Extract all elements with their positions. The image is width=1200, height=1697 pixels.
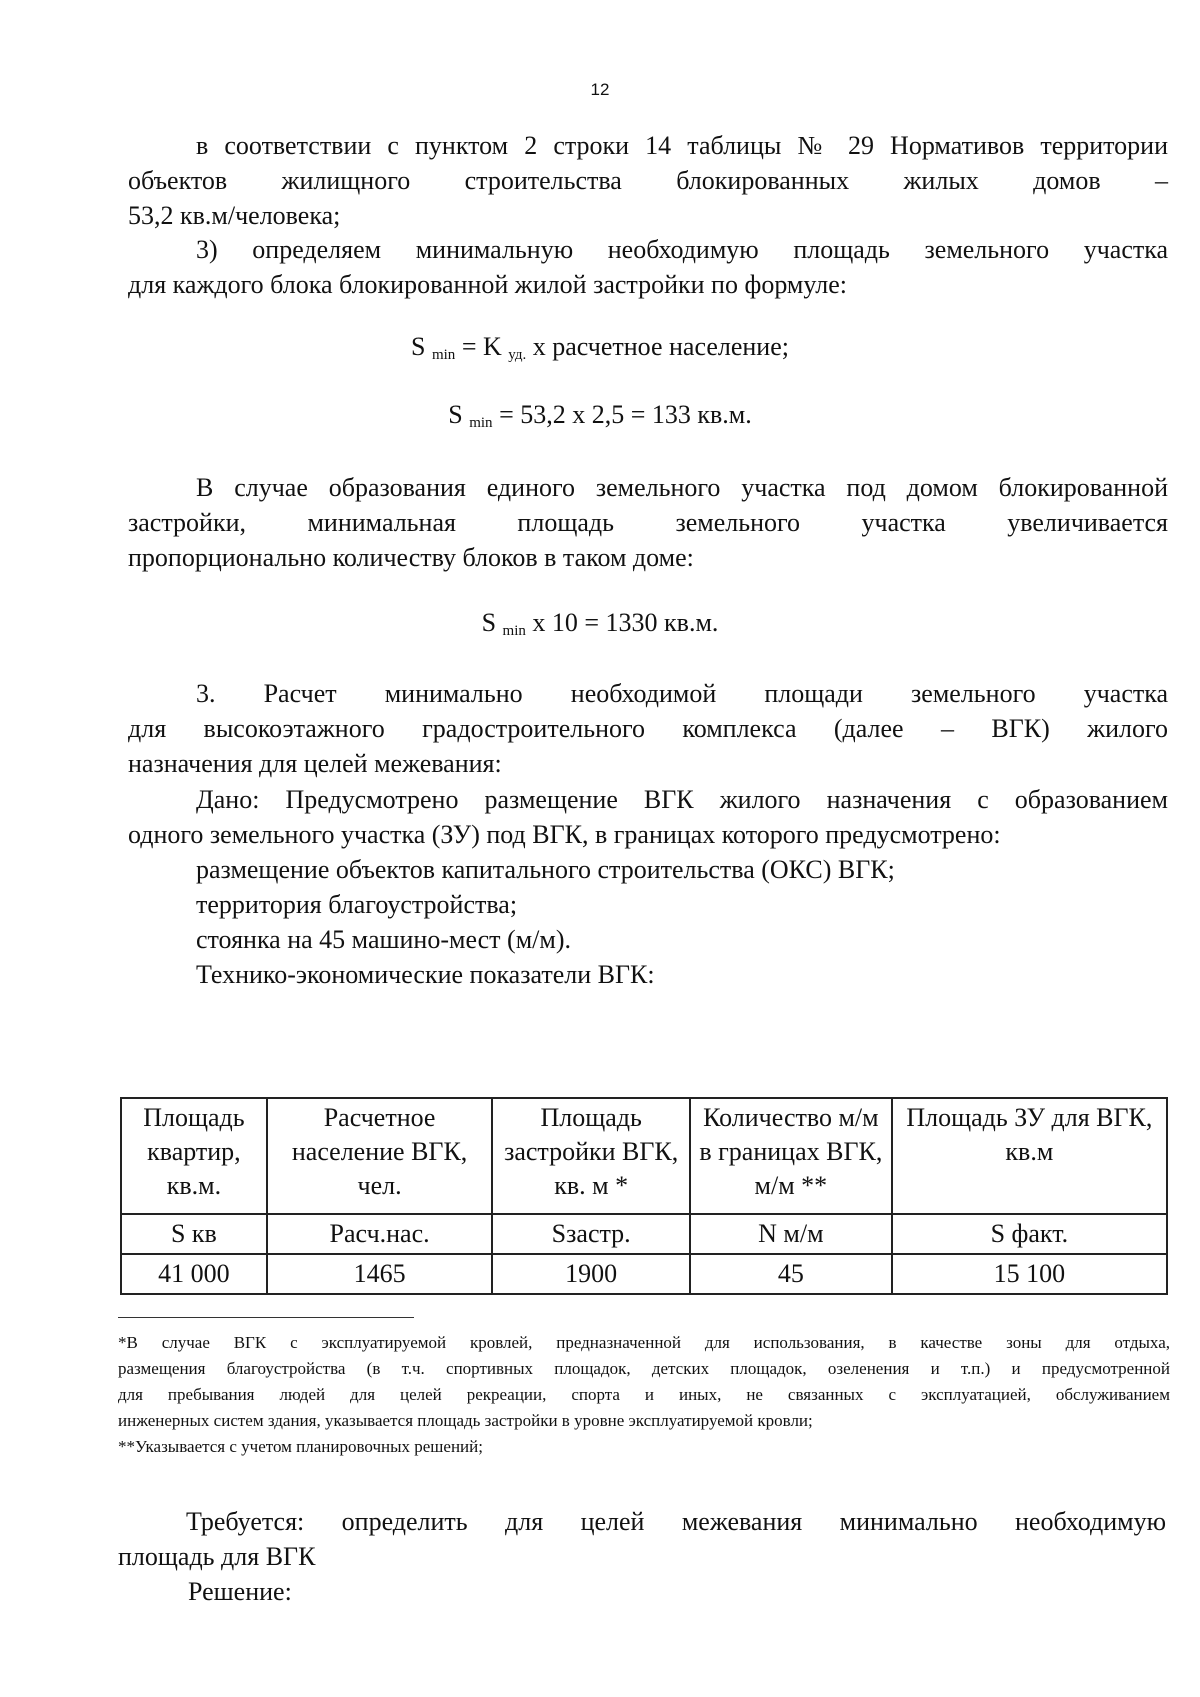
paragraph-required [118, 1504, 1166, 1574]
text-line: пропорционально количеству блоков в таком доме: [128, 543, 694, 572]
table-row [121, 1214, 1167, 1254]
indicators-table [120, 1097, 1168, 1295]
page-number: 12 [590, 80, 610, 99]
paragraph-given [128, 782, 1168, 992]
footnote-2 [118, 1434, 1170, 1460]
table-cell: 45 [690, 1254, 892, 1294]
footnote-1 [118, 1330, 1170, 1434]
table-cell: 15 100 [892, 1254, 1167, 1294]
paragraph-single-plot [128, 470, 1168, 575]
text-line: застройки, минимальная площадь земельного участка увеличивается [128, 508, 1168, 537]
table-cell: Расч.нас. [267, 1214, 493, 1254]
list-item: стоянка на 45 машино-мест (м/м). [196, 925, 571, 954]
text-line: в соответствии с пунктом 2 строки 14 таблицы № 29 Нормативов территории [196, 131, 1168, 160]
table-cell: S факт. [892, 1214, 1167, 1254]
footnote-line: *В случае ВГК с эксплуатируемой кровлей, предназначенной для использования, в качестве зоны для отдыха, [118, 1333, 1170, 1352]
formula-general: S $_{min}$ = K $_{уд.}$ х расчетное население; [411, 332, 789, 363]
text-line: одного земельного участка (ЗУ) под ВГК, в границах которого предусмотрено: [128, 820, 1001, 849]
footnote-line: **Указывается с учетом планировочных решений; [118, 1437, 483, 1456]
text-line: 3. Расчет минимально необходимой площади земельного участка [196, 679, 1168, 708]
text-line: В случае образования единого земельного участка под домом блокированной [196, 473, 1168, 502]
list-item: размещение объектов капитального строительства (ОКС) ВГК; [196, 855, 895, 884]
footnote-line: инженерных систем здания, указывается площадь застройки в уровне эксплуатируемой кровли; [118, 1411, 813, 1430]
table-cell: 41 000 [121, 1254, 267, 1294]
solution-heading: Решение: [188, 1577, 292, 1606]
table-header-cell: Площадь застройки ВГК, кв. м * [492, 1098, 690, 1214]
table-header-cell: Площадь квартир, кв.м. [121, 1098, 267, 1214]
formula-calculation: S $_{min}$ = 53,2 х 2,5 = 133 кв.м. [448, 400, 752, 431]
paragraph-step-3 [128, 232, 1168, 302]
table-header-cell: Количество м/м в границах ВГК, м/м ** [690, 1098, 892, 1214]
table-cell: N м/м [690, 1214, 892, 1254]
formula-multiplied: S $_{min}$ х 10 = 1330 кв.м. [481, 608, 719, 639]
text-line: назначения для целей межевания: [128, 749, 502, 778]
section-3-heading [128, 676, 1168, 781]
table-header-cell: Площадь ЗУ для ВГК, кв.м [892, 1098, 1167, 1214]
text-line: 53,2 кв.м/человека; [128, 201, 341, 230]
paragraph-norm-reference [128, 128, 1168, 233]
list-item: Технико-экономические показатели ВГК: [196, 960, 655, 989]
text-line: объектов жилищного строительства блокированных жилых домов – [128, 166, 1168, 195]
footnote-divider [118, 1317, 414, 1318]
list-item: территория благоустройства; [196, 890, 518, 919]
table-cell: Sзастр. [492, 1214, 690, 1254]
table-header-cell: Расчетное население ВГК, чел. [267, 1098, 493, 1214]
table-row [121, 1254, 1167, 1294]
footnote-line: размещения благоустройства (в т.ч. спортивных площадок, детских площадок, озеленения и т.п.) и предусмотренной [118, 1359, 1170, 1378]
text-line: 3) определяем минимальную необходимую площадь земельного участка [196, 235, 1168, 264]
text-line: Требуется: определить для целей межевания минимально необходимую [186, 1507, 1166, 1536]
text-line: площадь для ВГК [118, 1542, 316, 1571]
table-cell: 1465 [267, 1254, 493, 1294]
table-cell: 1900 [492, 1254, 690, 1294]
text-line: для высокоэтажного градостроительного комплекса (далее – ВГК) жилого [128, 714, 1168, 743]
table-cell: S кв [121, 1214, 267, 1254]
table-header-row [121, 1098, 1167, 1214]
text-line: для каждого блока блокированной жилой застройки по формуле: [128, 270, 847, 299]
footnote-line: для пребывания людей для целей рекреации, спорта и иных, не связанных с эксплуатацией, обслуживанием [118, 1385, 1170, 1404]
text-line: Дано: Предусмотрено размещение ВГК жилого назначения с образованием [196, 785, 1168, 814]
